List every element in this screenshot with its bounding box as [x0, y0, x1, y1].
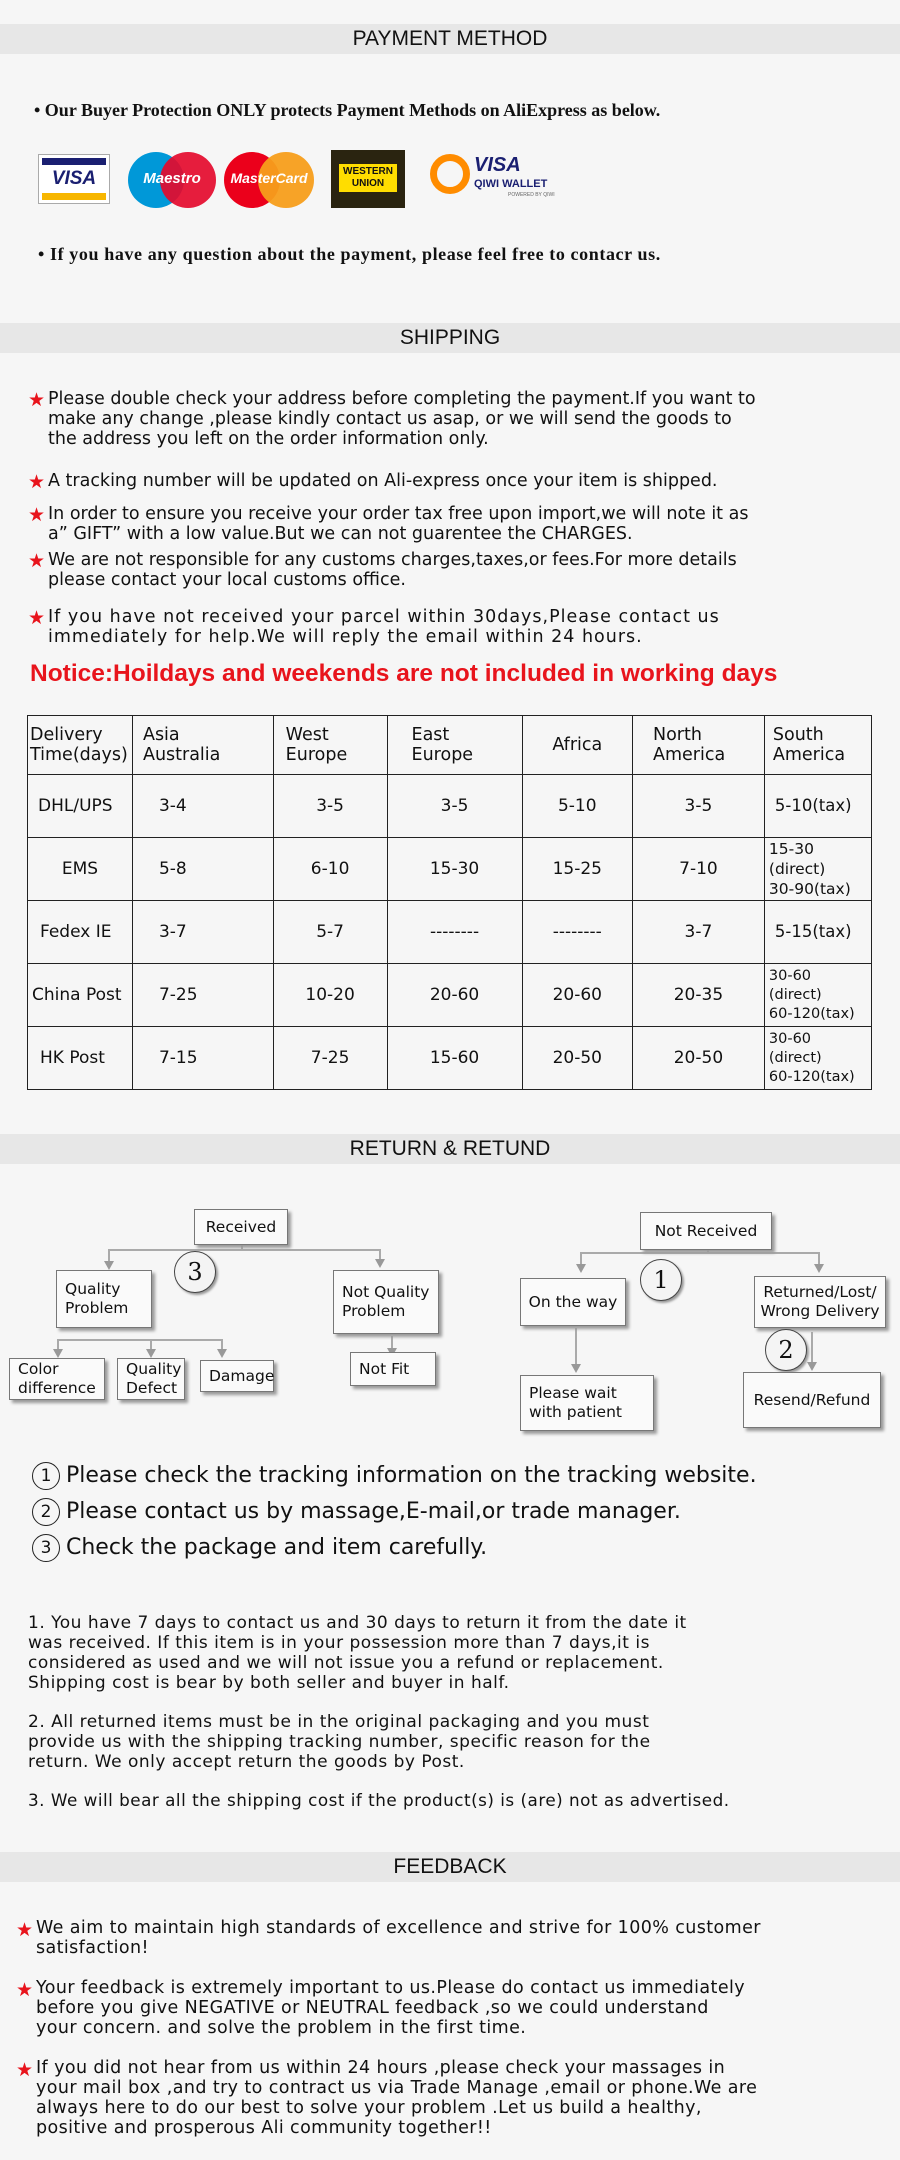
- return-policy-2: 2. All returned items must be in the original packaging and you must provide us with the shipping tracking number, specific reason for the return. We only accept return the goods by Post.: [28, 1712, 651, 1772]
- qiwi-powered-text: POWERED BY QIWI: [508, 192, 555, 198]
- arrow-down-icon: [104, 1261, 114, 1270]
- number-3-icon: 3: [32, 1534, 60, 1562]
- table-cell: DHL/UPS: [28, 775, 133, 838]
- connector: [811, 1332, 813, 1364]
- shipping-line-30days: ★ If you have not received your parcel within 30days,Please contact us immediately for help.We will reply the email within 24 hours.: [28, 607, 720, 647]
- feedback-line-standards: ★ We aim to maintain high standards of excellence and strive for 100% customer satisfaction!: [16, 1918, 761, 1958]
- table-header-cell: West Europe: [273, 716, 387, 775]
- table-cell: 15-30: [387, 838, 522, 901]
- flow-not-fit: Not Fit: [350, 1352, 436, 1386]
- payment-question-note: • If you have any question about the payment, please feel free to contacr us.: [38, 244, 661, 264]
- table-header-cell: South America: [764, 716, 871, 775]
- maestro-logo: [128, 152, 216, 208]
- star-icon: ★: [28, 504, 46, 526]
- star-icon: ★: [16, 1919, 34, 1941]
- flow-quality-problem: Quality Problem: [56, 1270, 152, 1328]
- mastercard-logo: [224, 152, 314, 208]
- table-header-row: [28, 716, 872, 775]
- notice-text: Notice:Hoildays and weekends are not included in working days: [30, 660, 778, 687]
- connector: [580, 1252, 820, 1254]
- table-cell: 20-50: [522, 1027, 632, 1090]
- feedback-header: [0, 1852, 900, 1882]
- table-cell: Fedex IE: [28, 901, 133, 964]
- flow-quality-defect: Quality Defect: [117, 1358, 185, 1400]
- buyer-protection-note: • Our Buyer Protection ONLY protects Payment Methods on AliExpress as below.: [34, 100, 661, 120]
- table-header-cell: East Europe: [387, 716, 522, 775]
- qiwi-wallet-logo: [430, 150, 560, 206]
- star-icon: ★: [16, 2059, 34, 2081]
- return-note-3: 3 Check the package and item carefully.: [32, 1533, 487, 1563]
- table-cell: 7-15: [132, 1027, 273, 1090]
- flow-color-difference: Color difference: [9, 1358, 105, 1400]
- table-cell: 20-50: [632, 1027, 764, 1090]
- table-cell: 3-7: [132, 901, 273, 964]
- table-cell: 3-7: [632, 901, 764, 964]
- table-cell: HK Post: [28, 1027, 133, 1090]
- table-row: [28, 775, 872, 838]
- return-note-2: 2 Please contact us by massage,E-mail,or trade manager.: [32, 1497, 681, 1527]
- connector: [57, 1339, 223, 1341]
- table-cell: EMS: [28, 838, 133, 901]
- table-cell: 3-5: [387, 775, 522, 838]
- number-2-icon: 2: [32, 1498, 60, 1526]
- table-cell: 5-7: [273, 901, 387, 964]
- table-cell: 7-10: [632, 838, 764, 901]
- return-header: [0, 1134, 900, 1164]
- flow-please-wait: Please wait with patient: [520, 1375, 654, 1431]
- arrow-down-icon: [576, 1264, 586, 1273]
- arrow-down-icon: [814, 1264, 824, 1273]
- table-cell: --------: [387, 901, 522, 964]
- arrow-down-icon: [571, 1364, 581, 1373]
- flow-not-received: Not Received: [640, 1212, 772, 1250]
- connector: [575, 1328, 577, 1366]
- table-cell: --------: [522, 901, 632, 964]
- qiwi-visa-text: VISA: [474, 154, 521, 176]
- shipping-line-gift: ★ In order to ensure you receive your order tax free upon import,we will note it as a” GIFT” with a low value.But we can not guarentee the CHARGES.: [28, 504, 749, 544]
- shipping-header-title: SHIPPING: [399, 326, 501, 349]
- table-row: [28, 964, 872, 1027]
- number-1-icon: 1: [32, 1462, 60, 1490]
- western-union-logo: [331, 150, 405, 208]
- maestro-logo-text: Maestro: [143, 170, 201, 187]
- table-cell: 20-60: [387, 964, 522, 1027]
- return-policy-3: 3. We will bear all the shipping cost if the product(s) is (are) not as advertised.: [28, 1790, 730, 1810]
- shipping-line-address: ★ Please double check your address before completing the payment.If you want to make any change ,please kindly contact us asap, or we will send the goods to the address you left on the order information only.: [28, 389, 756, 449]
- flow-step-1-badge: 1: [640, 1259, 682, 1301]
- flow-on-the-way: On the way: [520, 1278, 626, 1326]
- star-icon: ★: [16, 1979, 34, 2001]
- western-union-logo-text: WESTERN UNION: [339, 164, 397, 192]
- flow-step-3-badge: 3: [174, 1251, 216, 1293]
- visa-logo: [38, 154, 110, 204]
- arrow-down-icon: [146, 1349, 156, 1358]
- table-header-cell: North America: [632, 716, 764, 775]
- arrow-down-icon: [375, 1259, 385, 1268]
- feedback-line-24hours: ★ If you did not hear from us within 24 hours ,please check your massages in your mail box ,and try to contract us via Trade Manage ,email or phone.We are always here to do our best to solve your problem .Let us build a healthy, positive and prosperous Ali community together!!: [16, 2058, 758, 2138]
- star-icon: ★: [28, 607, 47, 629]
- delivery-time-table: [27, 715, 872, 1090]
- return-note-1: 1 Please check the tracking information on the tracking website.: [32, 1461, 757, 1491]
- table-cell: 5-8: [132, 838, 273, 901]
- table-cell: 6-10: [273, 838, 387, 901]
- shipping-header: [0, 323, 900, 353]
- table-cell: 7-25: [132, 964, 273, 1027]
- table-cell: 15-60: [387, 1027, 522, 1090]
- table-cell: China Post: [28, 964, 133, 1027]
- table-cell: 3-4: [132, 775, 273, 838]
- table-cell: 10-20: [273, 964, 387, 1027]
- flow-step-2-badge: 2: [765, 1329, 807, 1371]
- table-header-cell: Delivery Time(days): [28, 716, 133, 775]
- table-cell: 20-60: [522, 964, 632, 1027]
- table-cell: 30-60 (direct) 60-120(tax): [764, 964, 871, 1027]
- star-icon: ★: [28, 550, 46, 572]
- table-cell: 15-25: [522, 838, 632, 901]
- flow-resend-refund: Resend/Refund: [743, 1372, 881, 1428]
- arrow-down-icon: [217, 1349, 227, 1358]
- payment-header-title: PAYMENT METHOD: [352, 27, 548, 50]
- connector: [108, 1249, 381, 1251]
- table-row: [28, 901, 872, 964]
- table-row: [28, 1027, 872, 1090]
- shipping-line-tracking: ★ A tracking number will be updated on Ali-express once your item is shipped.: [28, 471, 718, 493]
- table-cell: 3-5: [273, 775, 387, 838]
- table-cell: 5-10: [522, 775, 632, 838]
- table-cell: 15-30 (direct) 30-90(tax): [764, 838, 871, 901]
- table-cell: 5-10(tax): [764, 775, 871, 838]
- table-cell: 30-60 (direct) 60-120(tax): [764, 1027, 871, 1090]
- payment-header: [0, 24, 900, 54]
- table-header-cell: Africa: [522, 716, 632, 775]
- shipping-line-customs: ★ We are not responsible for any customs charges,taxes,or fees.For more details please contact your local customs office.: [28, 550, 737, 590]
- table-row: [28, 838, 872, 901]
- table-cell: 20-35: [632, 964, 764, 1027]
- table-cell: 5-15(tax): [764, 901, 871, 964]
- return-header-title: RETURN & RETUND: [349, 1137, 551, 1160]
- feedback-line-important: ★ Your feedback is extremely important to us.Please do contact us immediately before you give NEGATIVE or NEUTRAL feedback ,so we could understand your concern. and solve the problem in the first time.: [16, 1978, 746, 2038]
- flow-damage: Damage: [200, 1360, 274, 1392]
- feedback-header-title: FEEDBACK: [393, 1855, 507, 1878]
- table-cell: 3-5: [632, 775, 764, 838]
- flow-not-quality-problem: Not Quality Problem: [333, 1270, 439, 1334]
- flow-returned-lost: Returned/Lost/ Wrong Delivery: [754, 1276, 886, 1328]
- flow-received: Received: [194, 1209, 288, 1245]
- mastercard-logo-text: MasterCard: [230, 170, 308, 186]
- star-icon: ★: [28, 471, 46, 493]
- return-policy-1: 1. You have 7 days to contact us and 30 days to return it from the date it was received. If this item is in your possession more than 7 days,it is considered as used and we will not issue you a refund or replacement. Shipping cost is bear by both seller and buyer in half.: [28, 1613, 687, 1693]
- arrow-down-icon: [807, 1362, 817, 1371]
- qiwi-wallet-text: QIWI WALLET: [474, 178, 548, 190]
- arrow-down-icon: [53, 1349, 63, 1358]
- table-cell: 7-25: [273, 1027, 387, 1090]
- table-header-cell: Asia Australia: [132, 716, 273, 775]
- visa-logo-text: VISA: [51, 168, 97, 189]
- star-icon: ★: [28, 389, 46, 411]
